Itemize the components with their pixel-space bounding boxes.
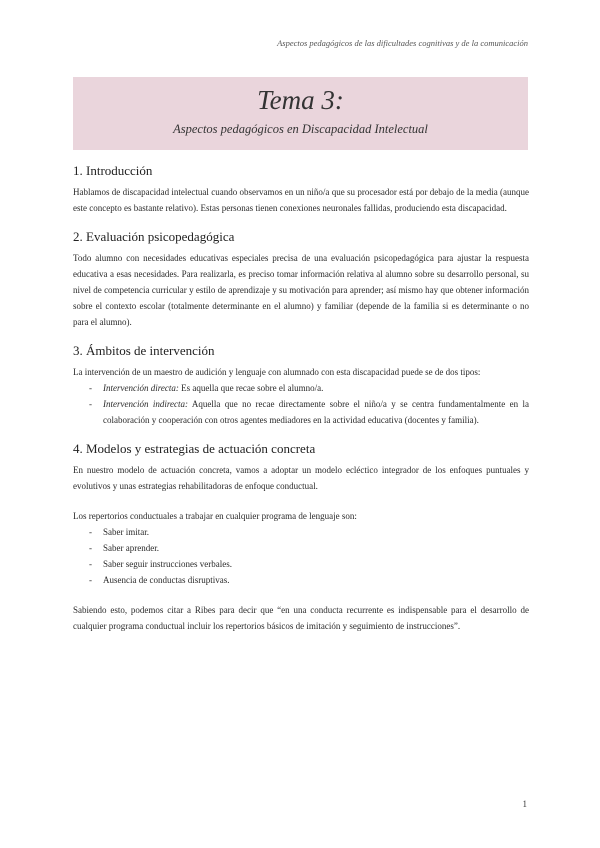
list-item: - Saber aprender.: [73, 540, 529, 556]
list-item: - Saber imitar.: [73, 524, 529, 540]
intervention-list: [73, 380, 529, 428]
paragraph: Todo alumno con necesidades educativas especiales precisa de una evaluación psicopedagógica para ajustar la respuesta educativa a esas necesidades. Para realizarla, es preciso tomar información relativa al alumno sobre su desarrollo personal, su nivel de competencia curricular y estilo de aprendizaje y su motivación para aprender; así mismo hay que obtener información sobre el contexto escolar (totalmente determinante en el alumno) y familiar (depende de la familia si es determinante o no para el alumno).: [73, 253, 529, 327]
term: Intervención directa:: [103, 383, 179, 393]
definition: Es aquella que recae sobre el alumno/a.: [178, 383, 324, 393]
paragraph: Hablamos de discapacidad intelectual cuando observamos en un niño/a que su procesador está por debajo de la media (aunque este concepto es bastante relativo). Estas personas tienen conexiones neuronales fallidas, produciendo esta discapacidad.: [73, 187, 529, 213]
section-ambitos: [73, 343, 529, 428]
section-heading: 4. Modelos y estrategias de actuación concreta: [73, 441, 316, 456]
title-banner: [73, 77, 528, 150]
term: Intervención indirecta:: [103, 399, 189, 409]
list-item: [73, 396, 529, 428]
definition: Aquella que no recae directamente sobre el niño/a y se centra fundamentalmente en la colaboración y cooperación con otros agentes mediadores en la actividad educativa (docentes y familia).: [103, 399, 529, 425]
page-number: 1: [522, 799, 527, 809]
page-title: Tema 3:: [257, 85, 344, 115]
paragraph: Sabiendo esto, podemos citar a Ribes para decir que “en una conducta recurrente es indispensable para el desarrollo de cualquier programa conductual incluir los repertorios básicos de imitación y seguimiento de instrucciones”.: [73, 605, 529, 631]
section-heading: 2. Evaluación psicopedagógica: [73, 229, 235, 244]
repertoire-list: [73, 524, 529, 588]
document-body: [73, 163, 529, 647]
paragraph: En nuestro modelo de actuación concreta, vamos a adoptar un modelo ecléctico integrador de los enfoques puntuales y evolutivos y unas estrategias rehabilitadoras de enfoque conductual.: [73, 465, 529, 491]
paragraph: La intervención de un maestro de audición y lenguaje con alumnado con esta discapacidad puede se de dos tipos:: [73, 367, 481, 377]
section-heading: 1. Introducción: [73, 163, 153, 178]
list-item: - Saber seguir instrucciones verbales.: [73, 556, 529, 572]
paragraph: Los repertorios conductuales a trabajar en cualquier programa de lenguaje son:: [73, 511, 357, 521]
section-heading: 3. Ámbitos de intervención: [73, 343, 215, 358]
list-item: [73, 380, 529, 396]
page-subtitle: Aspectos pedagógicos en Discapacidad Intelectual: [173, 122, 428, 136]
running-header: Aspectos pedagógicos de las dificultades cognitivas y de la comunicación: [277, 38, 528, 48]
list-item: - Ausencia de conductas disruptivas.: [73, 572, 529, 588]
section-evaluacion: [73, 229, 529, 330]
section-introduccion: [73, 163, 529, 216]
section-modelos: [73, 441, 529, 634]
